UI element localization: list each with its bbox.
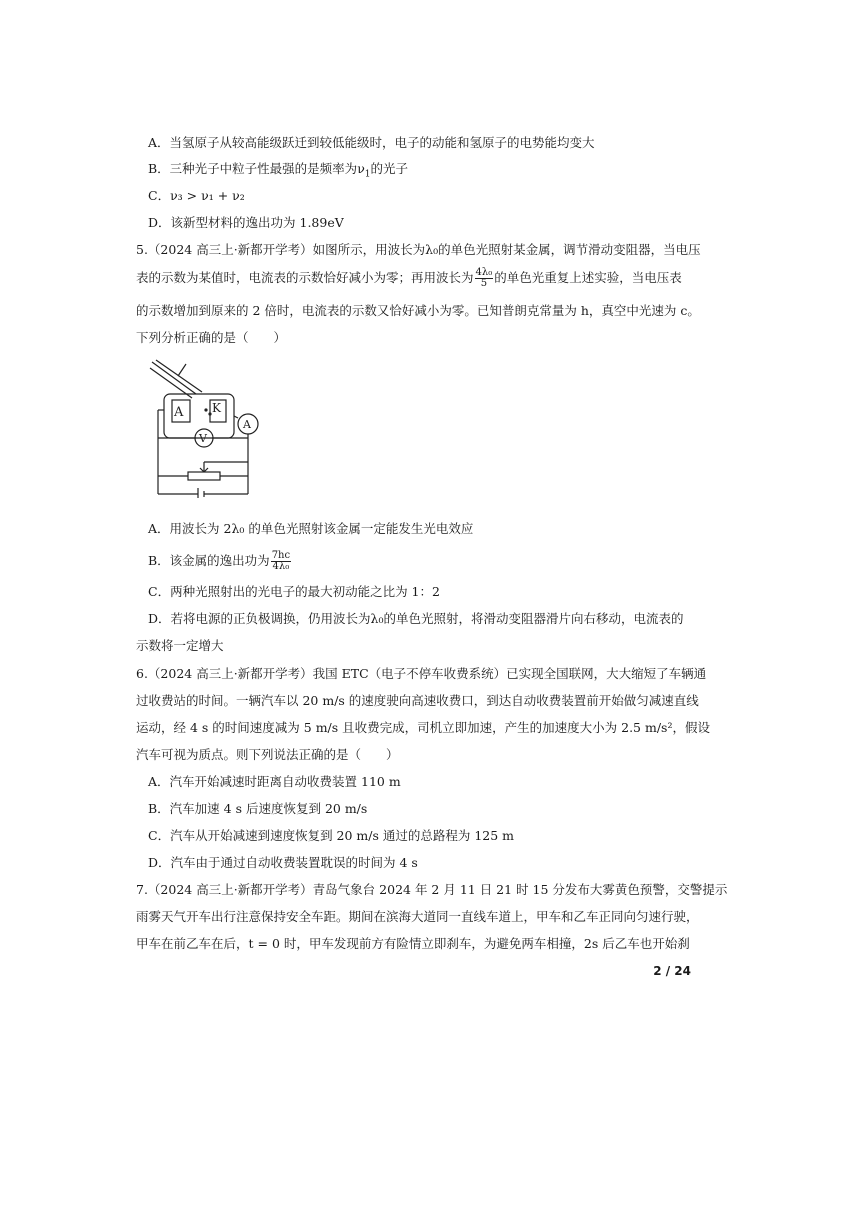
light-ray bbox=[152, 362, 196, 394]
q5-option-d-line1: D．若将电源的正负极调换，仍用波长为λ₀的单色光照射，将滑动变阻器滑片向右移动，电流表的 bbox=[148, 611, 684, 626]
q5-option-a: A．用波长为 2λ₀ 的单色光照射该金属一定能发生光电效应 bbox=[148, 521, 474, 536]
q5-option-c: C．两种光照射出的光电子的最大初动能之比为 1：2 bbox=[148, 584, 440, 599]
label-voltmeter: V bbox=[199, 432, 207, 445]
q6-option-c: C．汽车从开始减速到速度恢复到 20 m/s 通过的总路程为 125 m bbox=[148, 828, 515, 843]
label-anode: A bbox=[174, 405, 184, 420]
page-number: 2 / 24 bbox=[653, 964, 691, 978]
q4-option-c: C．ν₃ > ν₁ + ν₂ bbox=[148, 188, 245, 203]
label-cathode: K bbox=[212, 401, 221, 415]
q4-option-d: D．该新型材料的逸出功为 1.89eV bbox=[148, 215, 344, 230]
q4-option-b: B．三种光子中粒子性最强的是频率为$\nu_1$的光子 bbox=[148, 161, 409, 180]
circuit-diagram bbox=[148, 358, 268, 498]
q6-stem-line2: 过收费站的时间。一辆汽车以 20 m/s 的速度驶向高速收费口，到达自动收费装置前开始做匀减速直线 bbox=[136, 693, 699, 708]
q6-stem-line3: 运动，经 4 s 的时间速度减为 5 m/s 且收费完成，司机立即加速，产生的加速度大小为 2.5 m/s²，假设 bbox=[136, 720, 710, 735]
q6-option-d: D．汽车由于通过自动收费装置耽误的时间为 4 s bbox=[148, 855, 418, 870]
q7-stem-line3: 甲车在前乙车在后，t = 0 时，甲车发现前方有险情立即刹车，为避免两车相撞，2s 后乙车也开始刹 bbox=[136, 936, 690, 951]
rheostat bbox=[188, 472, 220, 480]
q5-stem-line1: 5.（2024 高三上·新都开学考）如图所示，用波长为λ₀的单色光照射某金属，调节滑动变阻器，当电压 bbox=[136, 242, 701, 257]
q6-stem-line1: 6.（2024 高三上·新都开学考）我国 ETC（电子不停车收费系统）已实现全国联网，大大缩短了车辆通 bbox=[136, 666, 707, 681]
q5-stem-line2: 表的示数为某值时，电流表的示数恰好减小为零；再用波长为 $\frac{\text{4λ₀}}{5}$ 的单色光重复上述实验，当电压表 bbox=[136, 267, 682, 289]
q6-option-b: B．汽车加速 4 s 后速度恢复到 20 m/s bbox=[148, 801, 368, 816]
q5-stem-line3: 的示数增加到原来的 2 倍时，电流表的示数又恰好减小为零。已知普朗克常量为 h，真空中光速为 c。 bbox=[136, 303, 700, 318]
q7-stem-line2: 雨雾天气开车出行注意保持安全车距。期间在滨海大道同一直线车道上，甲车和乙车正同向匀速行驶， bbox=[136, 909, 699, 924]
fraction: $\frac{7hc}{\text{4λ₀}}$ bbox=[271, 550, 291, 572]
q4-option-a: A．当氢原子从较高能级跃迁到较低能级时，电子的动能和氢原子的电势能均变大 bbox=[148, 135, 595, 150]
q5-stem-line4: 下列分析正确的是（ ） bbox=[136, 330, 287, 345]
q5-option-b: B．该金属的逸出功为 $\frac{7hc}{\text{4λ₀}}$ bbox=[148, 550, 291, 572]
q6-stem-line4: 汽车可视为质点。则下列说法正确的是（ ） bbox=[136, 747, 399, 762]
light-ray bbox=[156, 360, 202, 392]
label-ammeter: A bbox=[243, 418, 251, 431]
light-marker bbox=[178, 364, 186, 376]
q5-option-d-line2: 示数将一定增大 bbox=[136, 638, 224, 653]
q7-stem-line1: 7.（2024 高三上·新都开学考）青岛气象台 2024 年 2 月 11 日 21 时 15 分发布大雾黄色预警，交警提示 bbox=[136, 882, 728, 897]
fraction: $\frac{\text{4λ₀}}{5}$ bbox=[475, 267, 493, 289]
q6-option-a: A．汽车开始减速时距离自动收费装置 110 m bbox=[148, 774, 401, 789]
